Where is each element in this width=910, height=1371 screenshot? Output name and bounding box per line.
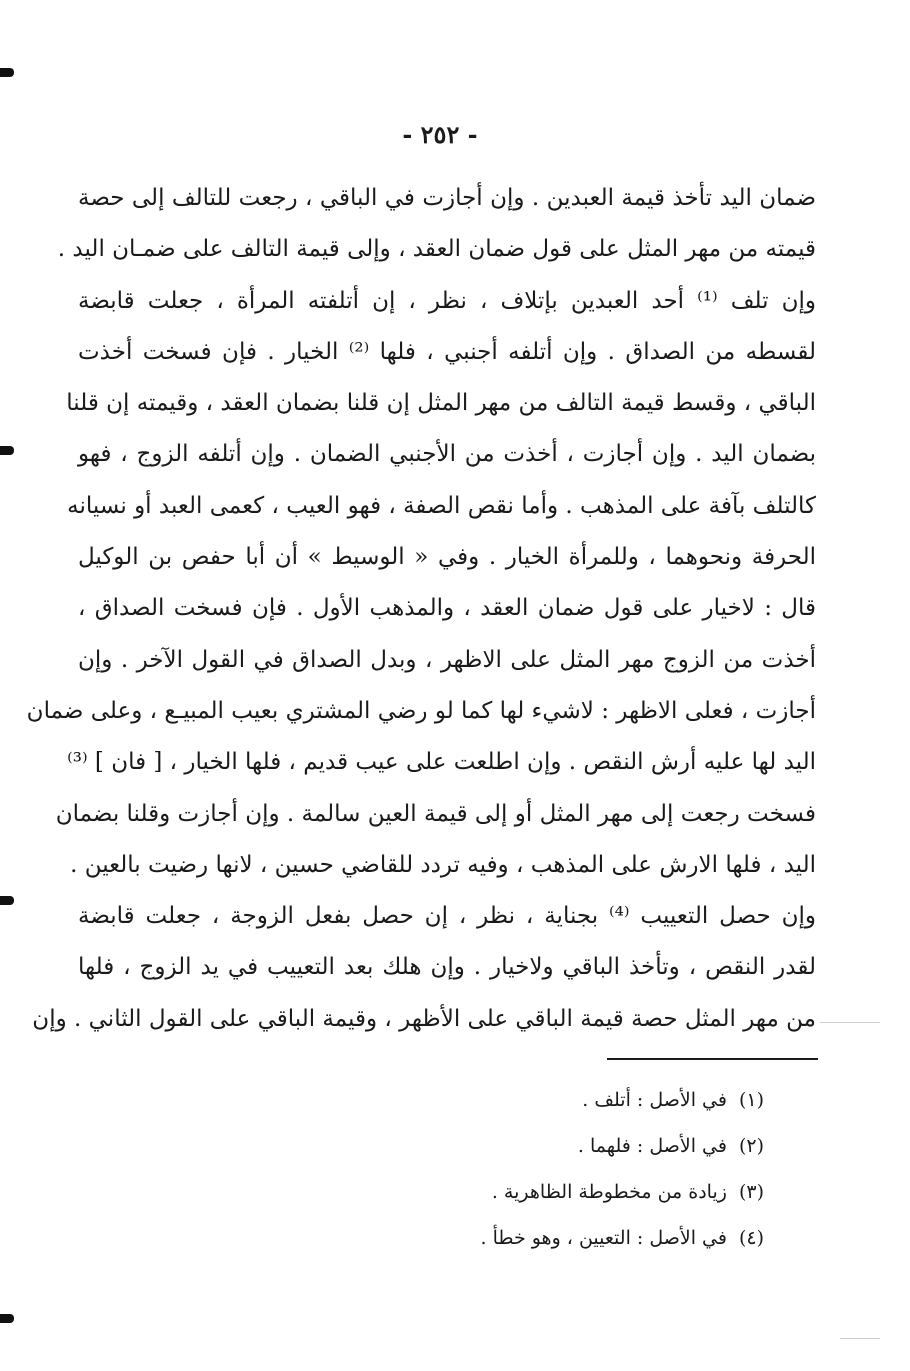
text-line: وإن تلف ⁽¹⁾ أحد العبدين بإتلاف ، نظر ، إن أتلفته المرأة ، جعلت قابضة [78, 287, 816, 314]
footnote-number: (٤) [738, 1227, 764, 1249]
footnote-item [344, 1172, 764, 1218]
footnote-text: في الأصل : أتلف . [582, 1089, 727, 1111]
binding-mark [0, 446, 14, 455]
footnote-number: (٣) [738, 1181, 764, 1203]
text-line: بضمان اليد . وإن أجازت ، أخذت من الأجنبي الضمان . وإن أتلفه الزوج ، فهو [78, 441, 816, 468]
footnote-number: (١) [738, 1089, 764, 1111]
footnote-item [344, 1080, 764, 1126]
text-line: وإن حصل التعييب ⁽⁴⁾ بجناية ، نظر ، إن حصل بفعل الزوجة ، جعلت قابضة [78, 903, 816, 930]
page-number: - ٢٥٢ - [402, 120, 478, 149]
text-line: فسخت رجعت إلى مهر المثل أو إلى قيمة العين سالمة . وإن أجازت وقلنا بضمان [55, 800, 816, 827]
footnote-text: زيادة من مخطوطة الظاهرية . [491, 1181, 727, 1203]
text-line: أخذت من الزوج مهر المثل على الاظهر ، وبدل الصداق في القول الآخر . وإن [78, 646, 816, 673]
footnote-divider [607, 1058, 818, 1060]
text-line: الباقي ، وقسط قيمة التالف من مهر المثل إن قلنا بضمان العقد ، وقيمته إن قلنا [66, 390, 816, 417]
text-line: ضمان اليد تأخذ قيمة العبدين . وإن أجازت في الباقي ، رجعت للتالف إلى حصة [78, 185, 816, 211]
body-text [26, 178, 816, 1050]
scan-artifact [840, 1338, 880, 1339]
text-line: اليد ، فلها الارش على المذهب ، وفيه تردد للقاضي حسين ، لانها رضيت بالعين . [70, 851, 816, 878]
text-line: قال : لاخيار على قول ضمان العقد ، والمذهب الأول . فإن فسخت الصداق ، [78, 595, 816, 622]
text-line: كالتلف بآفة على المذهب . وأما نقص الصفة ، فهو العيب ، كعمى العبد أو نسيانه [67, 492, 816, 519]
footnote-item [344, 1126, 764, 1172]
footnote-text: في الأصل : فلهما . [577, 1135, 727, 1157]
footnote-number: (٢) [738, 1135, 764, 1157]
footnote-item [344, 1218, 764, 1264]
footnote-text: في الأصل : التعيين ، وهو خطأ . [480, 1227, 727, 1249]
text-line: من مهر المثل حصة قيمة الباقي على الأظهر ، وقيمة الباقي على القول الثاني . وإن [32, 1005, 816, 1032]
text-line: اليد لها عليه أرش النقص . وإن اطلعت على عيب قديم ، فلها الخيار ، [ فان ] ⁽³⁾ [67, 749, 816, 776]
text-line: أجازت ، فعلى الاظهر : لاشيء لها كما لو رضي المشتري بعيب المبيـع ، وعلى ضمان [26, 697, 816, 724]
footnotes [344, 1080, 764, 1264]
binding-mark [0, 1314, 14, 1323]
text-line: قيمته من مهر المثل على قول ضمان العقد ، وإلى قيمة التالف على ضمـان اليد . [57, 236, 816, 263]
text-line: لقدر النقص ، وتأخذ الباقي ولاخيار . وإن هلك بعد التعييب في يد الزوج ، فلها [78, 954, 816, 981]
text-line: لقسطه من الصداق . وإن أتلفه أجنبي ، فلها ⁽²⁾ الخيار . فإن فسخت أخذت [78, 338, 816, 365]
binding-mark [0, 68, 14, 77]
binding-mark [0, 896, 14, 905]
text-line: الحرفة ونحوهما ، وللمرأة الخيار . وفي « الوسيط » أن أبا حفص بن الوكيل [78, 544, 816, 571]
scan-artifact [820, 1022, 880, 1023]
